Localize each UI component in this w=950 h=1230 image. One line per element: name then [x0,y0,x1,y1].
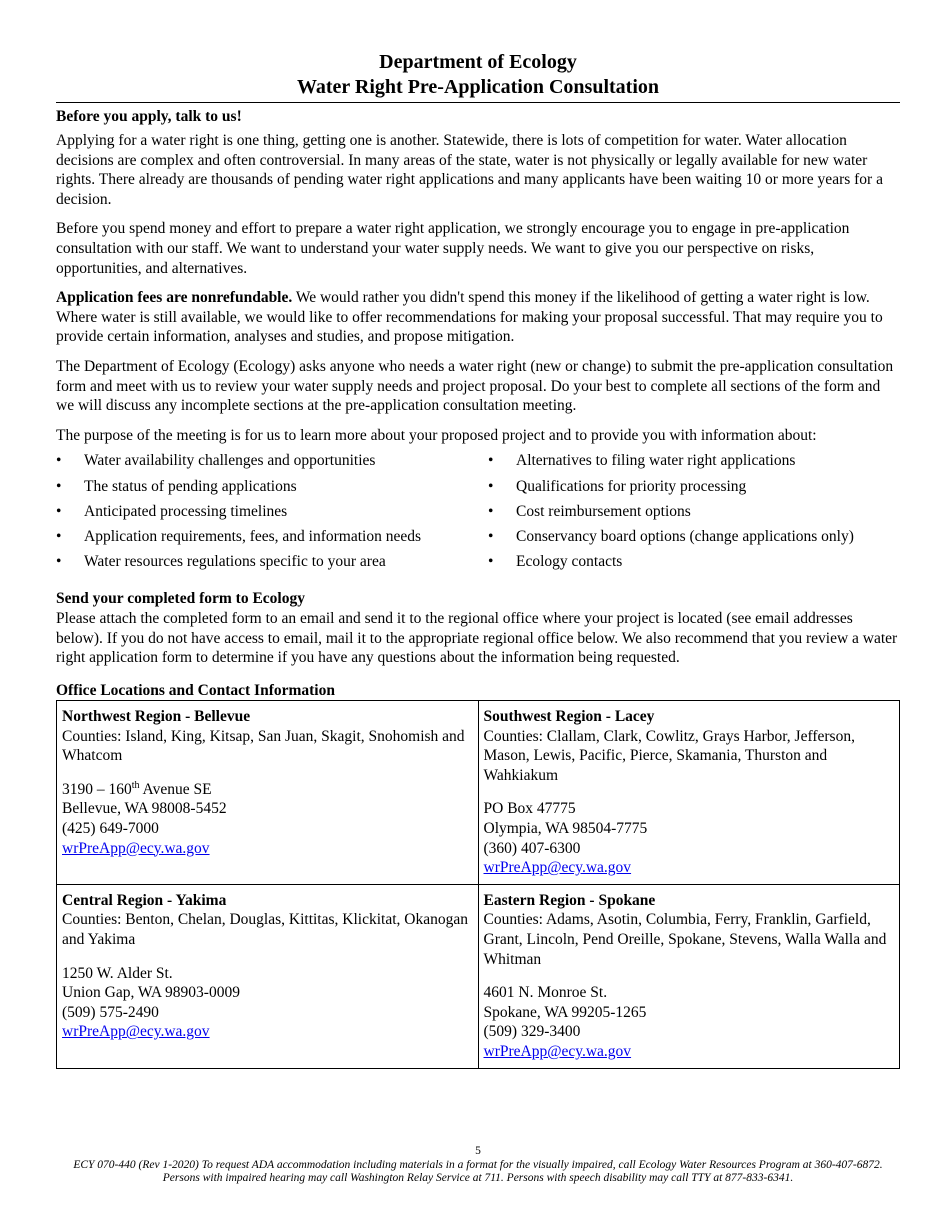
email-link[interactable]: wrPreApp@ecy.wa.gov [483,859,632,877]
email-link[interactable]: wrPreApp@ecy.wa.gov [62,839,210,857]
intro-paragraph-3 [56,288,900,347]
list-item: • Ecology contacts [488,552,854,572]
document-title [56,50,900,100]
title-line-1: Department of Ecology [379,51,577,73]
region-city: Bellevue, WA 98008-5452 [62,800,227,818]
fees-explanation: We would rather you didn't spend this money if the likelihood of getting a water right is low. Where water is still available, we would like to offer recommendations for making your proposal successful. That may require you to provide certain information, analyses and studies, and propose mitigation. [56,289,883,346]
list-item: • Anticipated processing timelines [56,502,488,522]
send-body: Please attach the completed form to an email and send it to the regional office where your project is located (see email addresses below). If you do not have access to email, mail it to the appropriate regional office below. We also recommend that you review a water right application form to determine if you have any questions about the information being requested. [56,610,898,667]
topics-left-list [56,451,488,577]
region-phone: (360) 407-6300 [483,839,581,857]
list-item: • Conservancy board options (change applications only) [488,527,854,547]
offices-table [56,700,900,1069]
intro-paragraph-4: The Department of Ecology (Ecology) asks anyone who needs a water right (new or change) to submit the pre-application consultation form and meet with us to review your water supply needs and project proposal. Do your best to complete all sections of the form and we will discuss any incomplete sections at the pre-application consultation meeting. [56,357,894,415]
send-section [56,589,900,668]
list-item: • Alternatives to filing water right applications [488,451,854,471]
office-southwest [478,701,900,885]
region-street: 4601 N. Monroe St. [483,984,608,1002]
region-street: 3190 – 160th Avenue SE [62,779,212,798]
title-line-2: Water Right Pre-Application Consultation [296,76,660,98]
email-link[interactable]: wrPreApp@ecy.wa.gov [62,1023,210,1041]
office-central [57,884,479,1068]
region-name: Eastern Region - Spokane [483,891,656,909]
intro-paragraph-1: Applying for a water right is one thing, getting one is another. Statewide, there is lots of competition for water. Water allocation decisions are complex and often controversial. In many areas of the state, water is not physically or legally available for new water rights. There already are thousands of pending water right applications and many applicants have been waiting 10 or more years for a decision. [56,132,883,208]
region-counties: Counties: Island, King, Kitsap, San Juan, Skagit, Snohomish and Whatcom [62,727,465,765]
email-link[interactable]: wrPreApp@ecy.wa.gov [483,1042,632,1060]
office-eastern [478,884,900,1068]
document-page [56,50,900,1069]
page-footer [56,1145,900,1186]
region-city: Spokane, WA 99205-1265 [483,1003,647,1021]
footer-note: ECY 070-440 (Rev 1-2020) To request ADA accommodation including materials in a format for the visually impaired, call Ecology Water Resources Program at 360-407-6872. Persons with impaired hearing may call Washington Relay Service at 711. Persons with speech disability may call TTY at 877-833-6341. [73,1158,883,1184]
intro-heading: Before you apply, talk to us! [56,108,242,125]
region-counties: Counties: Clallam, Clark, Cowlitz, Grays Harbor, Jefferson, Mason, Lewis, Pacific, Pierce, Skamania, Thurston and Wahkiakum [483,727,855,784]
page-number: 5 [475,1145,481,1157]
region-phone: (509) 329-3400 [483,1023,581,1041]
meeting-topics [56,451,900,577]
table-row [57,701,900,885]
fees-notice: Application fees are nonrefundable. [56,289,293,307]
region-counties: Counties: Adams, Asotin, Columbia, Ferry, Franklin, Garfield, Grant, Lincoln, Pend Oreille, Spokane, Stevens, Walla Walla and Whitman [483,911,887,968]
intro-paragraph-5: The purpose of the meeting is for us to learn more about your proposed project and to provide you with information about: [56,426,817,444]
region-street: 1250 W. Alder St. [62,964,173,982]
table-row [57,884,900,1068]
topics-right-list [488,451,854,577]
intro-paragraph-2: Before you spend money and effort to prepare a water right application, we strongly encourage you to engage in pre-application consultation with our staff. We want to understand your water supply needs. We want to give you our perspective on risks, opportunities, and alternatives. [56,220,850,277]
title-divider [56,102,900,103]
list-item: • Cost reimbursement options [488,502,854,522]
list-item: • Qualifications for priority processing [488,477,854,497]
region-street: PO Box 47775 [483,800,576,818]
region-phone: (425) 649-7000 [62,820,159,837]
region-city: Olympia, WA 98504-7775 [483,820,648,837]
region-name: Southwest Region - Lacey [483,708,655,726]
offices-heading: Office Locations and Contact Information [56,682,335,700]
list-item: • The status of pending applications [56,477,488,497]
list-item: • Water availability challenges and opportunities [56,451,488,471]
list-item: • Water resources regulations specific to your area [56,552,488,572]
region-counties: Counties: Benton, Chelan, Douglas, Kittitas, Klickitat, Okanogan and Yakima [62,911,468,948]
list-item: • Application requirements, fees, and information needs [56,527,488,547]
region-city: Union Gap, WA 98903-0009 [62,984,240,1002]
region-name: Central Region - Yakima [62,891,227,909]
region-phone: (509) 575-2490 [62,1003,159,1021]
office-northwest [57,701,479,885]
region-name: Northwest Region - Bellevue [62,708,251,726]
send-heading: Send your completed form to Ecology [56,590,305,608]
